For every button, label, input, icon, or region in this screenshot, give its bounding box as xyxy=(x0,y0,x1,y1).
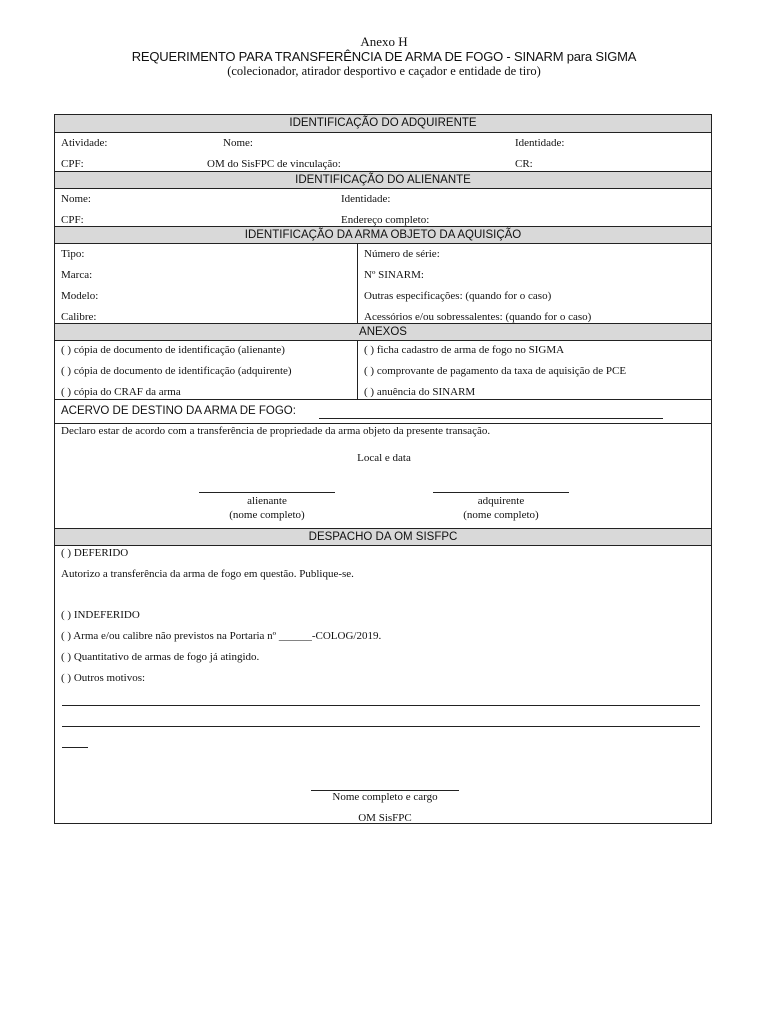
arma-column-divider xyxy=(357,244,358,323)
adquirente-signature-sublabel: (nome completo) xyxy=(463,509,539,521)
local-data-label: Local e data xyxy=(357,452,411,464)
anexo-checkbox-ficha-sigma[interactable]: ( ) ficha cadastro de arma de fogo no SIGMA xyxy=(364,344,565,356)
anexo-checkbox-craf[interactable]: ( ) cópia do CRAF da arma xyxy=(61,386,181,398)
motivo-quantitativo-checkbox[interactable]: ( ) Quantitativo de armas de fogo já atingido. xyxy=(61,651,260,663)
divider-acervo-top xyxy=(55,399,711,400)
declaracao-text: Declaro estar de acordo com a transferência de propriedade da arma objeto da presente transação. xyxy=(61,425,491,437)
section-adquirente-heading: IDENTIFICAÇÃO DO ADQUIRENTE xyxy=(55,115,711,133)
field-atividade[interactable]: Atividade: xyxy=(61,137,108,149)
field-nome-adquirente[interactable]: Nome: xyxy=(223,137,253,149)
field-numero-serie[interactable]: Número de série: xyxy=(364,248,440,260)
field-identidade-adquirente[interactable]: Identidade: xyxy=(515,137,565,149)
section-alienante-heading: IDENTIFICAÇÃO DO ALIENANTE xyxy=(55,171,711,189)
field-outras-especificacoes[interactable]: Outras especificações: (quando for o caso) xyxy=(364,290,552,302)
alienante-signature-sublabel: (nome completo) xyxy=(229,509,305,521)
outros-motivos-line-1[interactable] xyxy=(62,705,700,706)
field-endereco-alienante[interactable]: Endereço completo: xyxy=(341,214,430,226)
field-om-vinculacao[interactable]: OM do SisFPC de vinculação: xyxy=(207,158,341,170)
alienante-signature-line[interactable] xyxy=(199,492,335,493)
section-despacho-heading: DESPACHO DA OM SISFPC xyxy=(55,528,711,546)
field-calibre[interactable]: Calibre: xyxy=(61,311,97,323)
field-tipo[interactable]: Tipo: xyxy=(61,248,85,260)
om-signature-label: Nome completo e cargo xyxy=(332,791,438,803)
adquirente-signature-label: adquirente xyxy=(477,495,525,507)
om-sisfpc-label: OM SisFPC xyxy=(358,812,412,824)
field-cr[interactable]: CR: xyxy=(515,158,533,170)
alienante-signature-label: alienante xyxy=(247,495,287,507)
annex-label: Anexo H xyxy=(360,34,408,49)
document-header xyxy=(0,34,768,79)
anexo-checkbox-identificacao-alienante[interactable]: ( ) cópia de documento de identificação (alienante) xyxy=(61,344,285,356)
autorizo-text: Autorizo a transferência da arma de fogo em questão. Publique-se. xyxy=(61,568,354,580)
field-cpf-alienante[interactable]: CPF: xyxy=(61,214,84,226)
field-cpf-adquirente[interactable]: CPF: xyxy=(61,158,84,170)
motivo-portaria-checkbox[interactable]: ( ) Arma e/ou calibre não previstos na Portaria nº ______-COLOG/2019. xyxy=(61,630,382,642)
outros-motivos-line-2[interactable] xyxy=(62,726,700,727)
field-identidade-alienante[interactable]: Identidade: xyxy=(341,193,391,205)
acervo-destino-line[interactable] xyxy=(319,418,663,419)
motivo-outros-checkbox[interactable]: ( ) Outros motivos: xyxy=(61,672,146,684)
anexo-checkbox-identificacao-adquirente[interactable]: ( ) cópia de documento de identificação (adquirente) xyxy=(61,365,292,377)
deferido-checkbox[interactable]: ( ) DEFERIDO xyxy=(61,547,129,559)
field-acessorios[interactable]: Acessórios e/ou sobressalentes: (quando for o caso) xyxy=(364,311,592,323)
anexo-checkbox-comprovante-pagamento[interactable]: ( ) comprovante de pagamento da taxa de aquisição de PCE xyxy=(364,365,627,377)
outros-motivos-line-3[interactable] xyxy=(62,747,88,748)
acervo-destino-label: ACERVO DE DESTINO DA ARMA DE FOGO: xyxy=(61,405,296,417)
section-arma-heading: IDENTIFICAÇÃO DA ARMA OBJETO DA AQUISIÇÃO xyxy=(55,226,711,244)
document-subtitle: (colecionador, atirador desportivo e caçador e entidade de tiro) xyxy=(227,64,541,78)
anexos-column-divider xyxy=(357,341,358,399)
adquirente-signature-line[interactable] xyxy=(433,492,569,493)
field-marca[interactable]: Marca: xyxy=(61,269,93,281)
field-numero-sinarm[interactable]: Nº SINARM: xyxy=(364,269,424,281)
field-modelo[interactable]: Modelo: xyxy=(61,290,99,302)
anexo-checkbox-anuencia-sinarm[interactable]: ( ) anuência do SINARM xyxy=(364,386,476,398)
divider-declaracao-top xyxy=(55,423,711,424)
section-anexos-heading: ANEXOS xyxy=(55,323,711,341)
document-title: REQUERIMENTO PARA TRANSFERÊNCIA DE ARMA DE FOGO - SINARM para SIGMA xyxy=(131,49,637,64)
field-nome-alienante[interactable]: Nome: xyxy=(61,193,91,205)
indeferido-checkbox[interactable]: ( ) INDEFERIDO xyxy=(61,609,140,621)
request-form xyxy=(54,114,712,824)
